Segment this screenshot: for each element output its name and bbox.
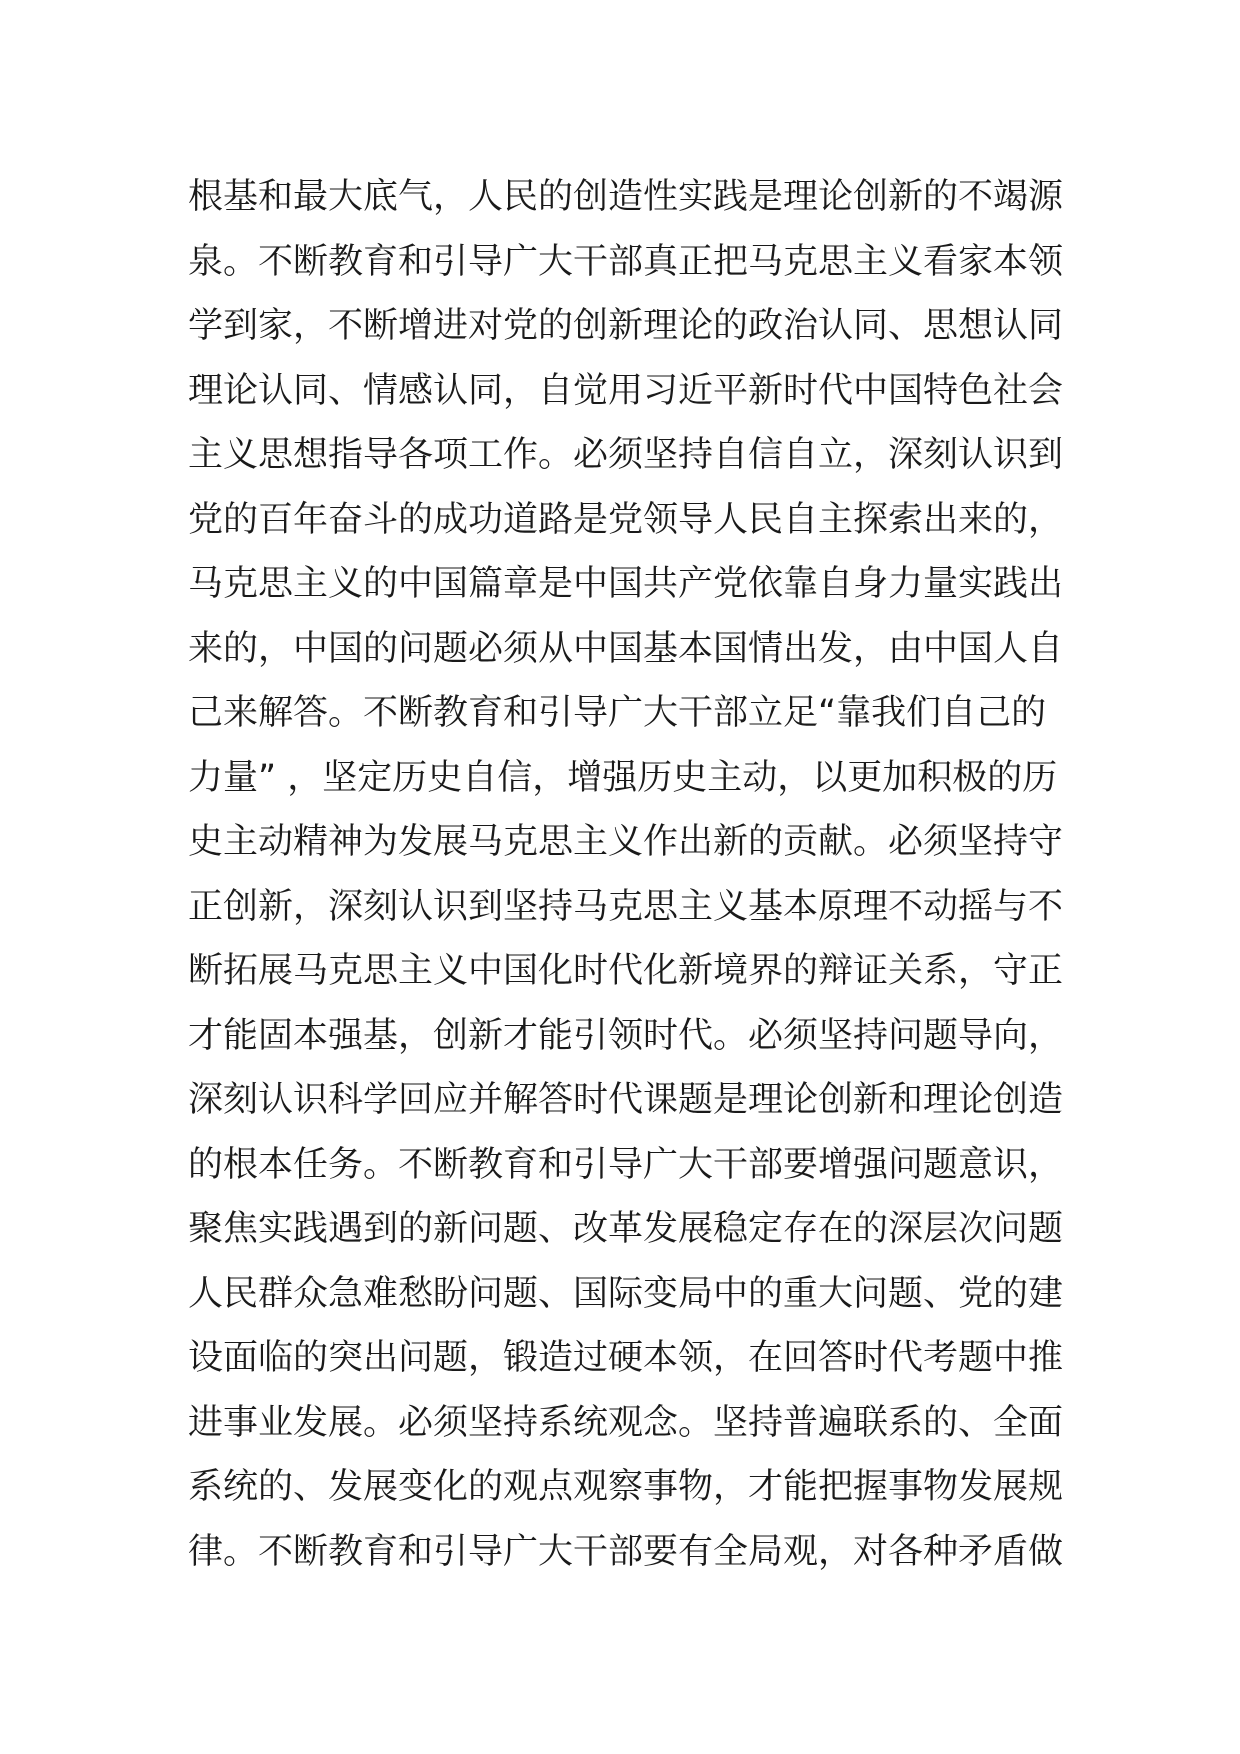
text-line: 聚焦实践遇到的新问题、改革发展稳定存在的深层次问题: [188, 1209, 1064, 1249]
text-line: 主义思想指导各项工作。必须坚持自信自立，深刻认识到: [188, 435, 1064, 475]
text-line: 律。不断教育和引导广大干部要有全局观，对各种矛盾做: [188, 1531, 1064, 1572]
text-line: 断拓展马克思主义中国化时代化新境界的辩证关系，守正: [188, 951, 1064, 991]
text-line: 人民群众急难愁盼问题、国际变局中的重大问题、党的建: [188, 1273, 1064, 1314]
text-line: 来的，中国的问题必须从中国基本国情出发，由中国人自: [188, 628, 1064, 669]
text-line: 史主动精神为发展马克思主义作出新的贡献。必须坚持守: [188, 822, 1064, 862]
text-line: 马克思主义的中国篇章是中国共产党依靠自身力量实践出: [188, 564, 1064, 604]
text-line: 设面临的突出问题，锻造过硬本领，在回答时代考题中推: [188, 1338, 1064, 1378]
text-line: 己来解答。不断教育和引导广大干部立足“靠我们自己的: [188, 693, 1047, 733]
text-line: 才能固本强基，创新才能引领时代。必须坚持问题导向，: [188, 1015, 1064, 1056]
text-line: 学到家，不断增进对党的创新理论的政治认同、思想认同: [188, 306, 1064, 346]
text-line: 理论认同、情感认同，自觉用习近平新时代中国特色社会: [188, 370, 1064, 411]
text-line: 力量” ，坚定历史自信，增强历史主动，以更加积极的历: [188, 757, 1058, 798]
text-line: 根基和最大底气，人民的创造性实践是理论创新的不竭源: [188, 177, 1064, 217]
text-line: 进事业发展。必须坚持系统观念。坚持普遍联系的、全面: [188, 1402, 1064, 1443]
text-line: 党的百年奋斗的成功道路是党领导人民自主探索出来的，: [188, 499, 1064, 540]
body-text: [188, 165, 1068, 1584]
text-line: 系统的、发展变化的观点观察事物，才能把握事物发展规: [188, 1467, 1064, 1507]
text-line: 深刻认识科学回应并解答时代课题是理论创新和理论创造: [188, 1080, 1064, 1120]
text-line: 正创新，深刻认识到坚持马克思主义基本原理不动摇与不: [188, 886, 1064, 927]
text-line: 的根本任务。不断教育和引导广大干部要增强问题意识，: [188, 1144, 1064, 1185]
text-line: 泉。不断教育和引导广大干部真正把马克思主义看家本领: [188, 241, 1064, 282]
